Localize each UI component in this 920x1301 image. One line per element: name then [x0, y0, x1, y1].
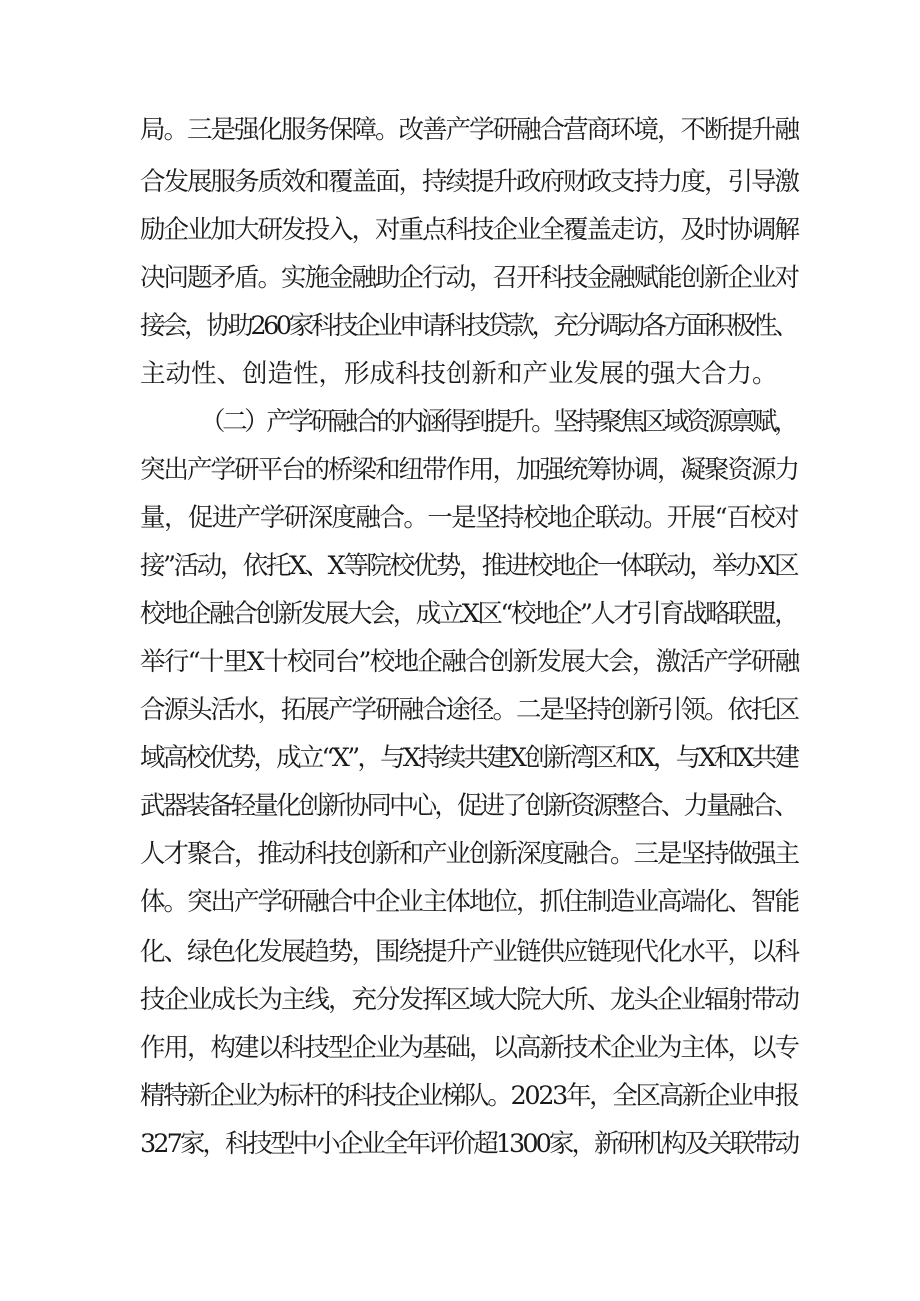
text-line: 校地企融合创新发展大会，成立X区“校地企”人才引育战略联盟，: [140, 599, 798, 629]
text-line: 体。突出产学研融合中企业主体地位，抓住制造业高端化、智能: [140, 887, 799, 917]
text-line: 励企业加大研发投入，对重点科技企业全覆盖走访，及时协调解: [140, 215, 799, 245]
text-line: 局。三是强化服务保障。改善产学研融合营商环境，不断提升融: [140, 115, 799, 145]
paragraph-heading: （二）产学研融合的内涵得到提升。坚持聚焦区域资源禀赋，: [200, 407, 797, 437]
text-line: 技企业成长为主线，充分发挥区域大院大所、龙头企业辐射带动: [140, 985, 799, 1015]
text-line: 武器装备轻量化创新协同中心，促进了创新资源整合、力量融合、: [140, 791, 797, 821]
text-line: 合源头活水，拓展产学研融合途径。二是坚持创新引领。依托区: [140, 695, 799, 725]
text-line: 327家，科技型中小企业全年评价超1300家，新研机构及关联带动: [140, 1129, 798, 1159]
text-line: 化、绿色化发展趋势，围绕提升产业链供应链现代化水平，以科: [140, 937, 799, 967]
text-line: 接会，协助260家科技企业申请科技贷款，充分调动各方面积极性、: [140, 311, 797, 341]
text-line: 举行“十里X十校同台”校地企融合创新发展大会，激活产学研融: [140, 647, 799, 677]
text-line: 合发展服务质效和覆盖面，持续提升政府财政支持力度，引导激: [140, 167, 799, 197]
text-line: 量，促进产学研深度融合。一是坚持校地企联动。开展“百校对: [140, 503, 798, 533]
text-line: 人才聚合，推动科技创新和产业创新深度融合。三是坚持做强主: [140, 839, 799, 869]
text-line: 决问题矛盾。实施金融助企行动，召开科技金融赋能创新企业对: [140, 263, 799, 293]
text-line: 作用，构建以科技型企业为基础，以高新技术企业为主体，以专: [140, 1033, 799, 1063]
text-line: 精特新企业为标杆的科技企业梯队。2023年，全区高新企业申报: [140, 1081, 798, 1111]
text-line: 突出产学研平台的桥梁和纽带作用，加强统筹协调，凝聚资源力: [140, 455, 799, 485]
text-line: 域高校优势，成立“X”，与X持续共建X创新湾区和X，与X和X共建: [140, 743, 798, 773]
text-line: 主动性、创造性，形成科技创新和产业发展的强大合力。: [140, 359, 778, 389]
text-line: 接”活动，依托X、X等院校优势，推进校地企一体联动，举办X区: [140, 551, 798, 581]
